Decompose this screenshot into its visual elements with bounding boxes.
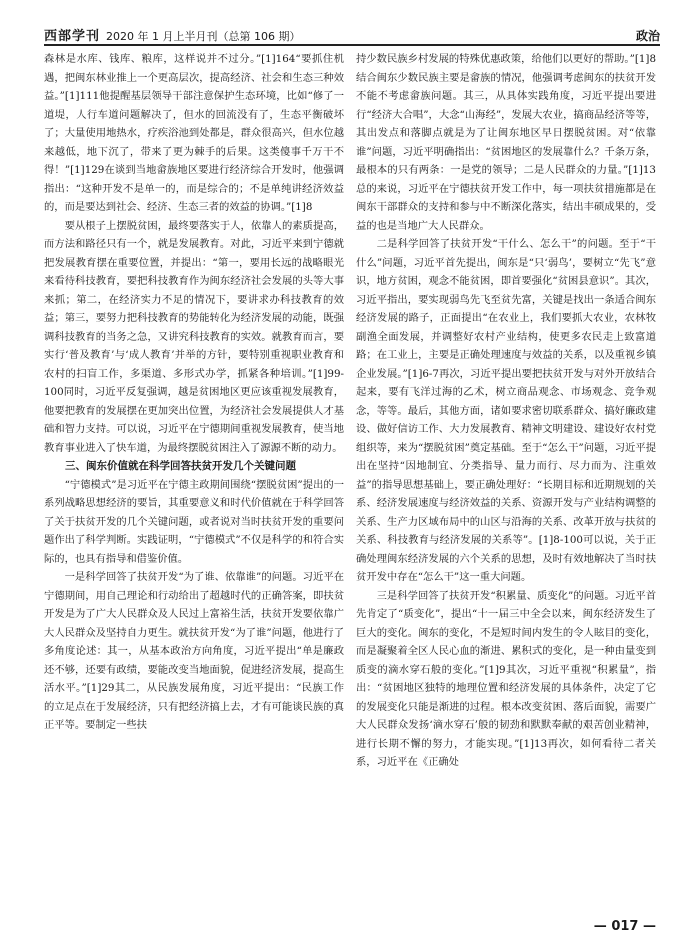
section-heading: 三、闽东价值就在科学回答扶贫开发几个关键问题 — [65, 460, 296, 472]
paragraph: 森林是水库、钱库、粮库，这样说并不过分。”[1]164“要抓住机遇，把闽东林业推上一个更高层次，提高经济、社会和生态三种效益。”[1]111他提醒基层领导干部注意保护生态环境，比如“修了一道堤，人行车道问题解决了，但水的回流没有了，生态平衡破坏了；大量使用地热水，疗疾浴池到处都是，群众很高兴，但水位越来越低，地下沉了，带来了更为棘手的后果。这类傻事千万干不得！”[1]129在谈到当地畲族地区要进行经济综合开发时，他强调指出：“这种开发不是单一的，而是综合的；不是单纯讲经济效益的，而是要达到社会、经济、生态三者的效益的协调。”[1]8 — [44, 53, 344, 213]
paragraph: 持少数民族乡村发展的特殊优惠政策，给他们以更好的帮助。”[1]8结合闽东少数民族主要是畲族的情况，他强调考虑闽东的扶贫开发不能不考虑畲族问题。其三，从具体实践角度，习近平提出要进行“经济大合唱”，大念“山海经”，发展大农业，搞商品经济等等，其出发点和落脚点就是为了让闽东地区早日摆脱贫困。对“依靠谁”问题，习近平明确指出：“贫困地区的发展靠什么？千条万条，最根本的只有两条：一是党的领导；二是人民群众的力量。”[1]13总的来说，习近平在宁德扶贫开发工作中，每一项扶贫措施都是在闽东干部群众的支持和参与中不断深化落实，结出丰硕成果的，受益的也是当地广大人民群众。 — [356, 53, 656, 232]
section-label: 政治 — [635, 29, 660, 43]
page-header — [44, 22, 660, 46]
paragraph: 要从根子上摆脱贫困，最终要落实于人，依靠人的素质提高，而方法和路径只有一个，就是发展教育。对此，习近平来到宁德就把发展教育摆在重要位置，并提出：“第一，要用长远的战略眼光来看待科技教育，要把科技教育作为闽东经济社会发展的头等大事来抓；第二，在经济实力不足的情况下，要讲求办科技教育的效益；第三，要努力把科技教育的势能转化为经济发展的动能，既强调科技教育的当务之急，又讲究科技教育的实效。就教育而言，要实行‘普及教育’与‘成人教育’并举的方针，要特别重视职业教育和农村的扫盲工作，多渠道、多形式办学，抓紧各种培训。”[1]99-100同时，习近平反复强调，越是贫困地区更应该重视发展教育，他要把教育的发展摆在更加突出位置，为经济社会发展提供人才基础和智力支持。可以说，习近平在宁德期间重视发展教育，使当地教育事业进入了快车道，为最终摆脱贫困注入了源源不断的动力。 — [44, 219, 344, 454]
left-column — [44, 50, 344, 735]
right-column — [356, 50, 656, 772]
paragraph: “宁德模式”是习近平在宁德主政期间围绕“摆脱贫困”提出的一系列战略思想经济的要旨，其重要意义和时代价值就在于科学回答了关于扶贫开发的几个关键问题，或者说对当时扶贫开发的重要问题作出了科学判断。实践证明，“宁德模式”不仅是科学的和符合实际的，也具有指导和借鉴价值。 — [44, 478, 344, 565]
paragraph: 一是科学回答了扶贫开发“为了谁、依靠谁”的问题。习近平在宁德期间，用自己理论和行动给出了超越时代的正确答案，即扶贫开发是为了广大人民群众及人民过上富裕生活，扶贫开发要依靠广大人民群众及坚持自力更生。就扶贫开发“为了谁”问题，他进行了多角度论述：其一，从基本政治方向角度，习近平提出“单是廉政还不够，还要有政绩，要能改变当地面貌，促进经济发展，提高生活水平。”[1]29其二，从民族发展角度，习近平提出：“民族工作的立足点在于发展经济，只有把经济搞上去，才有可能谈民族的真正平等。要制定一些扶 — [44, 571, 344, 731]
journal-name: 西部学刊 — [44, 29, 101, 44]
page-number: — 017 — — [593, 919, 656, 934]
paragraph: 二是科学回答了扶贫开发“干什么、怎么干”的问题。至于“干什么”问题，习近平首先提出，闽东是“只‘弱鸟’，要树立“先飞”意识，地方贫困，观念不能贫困，即首要强化“贫困县意识”。其次，习近平指出，要实现弱鸟先飞至贫先富，关键是找出一条适合闽东经济发展的路子，正面提出“在农业上，我们要抓大农业，农林牧副渔全面发展，并调整好农村产业结构，使更多农民走上致富道路；在工业上，主要是正确处理速度与效益的关系，以及重视乡镇企业发展。”[1]6-7再次，习近平提出要把扶贫开发与对外开放结合起来，要有飞洋过海的乙术，树立商品观念、市场观念、竞争观念，等等。最后，其他方面，诸如要求密切联系群众、搞好廉政建设、做好信访工作、大力发展教育、精神文明建设、建设好农村党组织等，来为“摆脱贫困”奠定基础。至于“怎么干”问题，习近平提出在坚持“因地制宜、分类指导、量力而行、尽力而为、注重效益”的指导思想基础上，要正确处理好：“长期目标和近期规划的关系、经济发展速度与经济效益的关系、资源开发与产业结构调整的关系、生产力区域布局中的山区与沿海的关系、改革开放与扶贫的关系、科技教育与经济发展的关系等”。[1]8-100可以说，关于正确处理闽东经济发展的六个关系的思想，及时有效地解决了当时扶贫开发中存在“怎么干”这一重大问题。 — [356, 238, 656, 583]
issue-info: 2020 年 1 月上半月刊（总第 106 期） — [106, 30, 301, 43]
paragraph: 三是科学回答了扶贫开发“积累量、质变化”的问题。习近平首先肯定了“质变化”，提出“十一届三中全会以来，闽东经济发生了巨大的变化。闽东的变化，不是短时间内发生的令人眩目的变化，而是凝聚着全区人民心血的渐进、累积式的变化，是一种由量变到质变的滴水穿石般的变化。”[1]9其次，习近平重视“积累量”，指出：“贫困地区独特的地理位置和经济发展的具体条件，决定了它的发展变化只能是渐进的过程。根本改变贫困、落后面貌，需要广大人民群众发扬‘滴水穿石’般的韧劲和默默奉献的艰苦创业精神，进行长期不懈的努力，才能实现。”[1]13再次，如何看待二者关系，习近平在《正确处 — [356, 589, 656, 768]
